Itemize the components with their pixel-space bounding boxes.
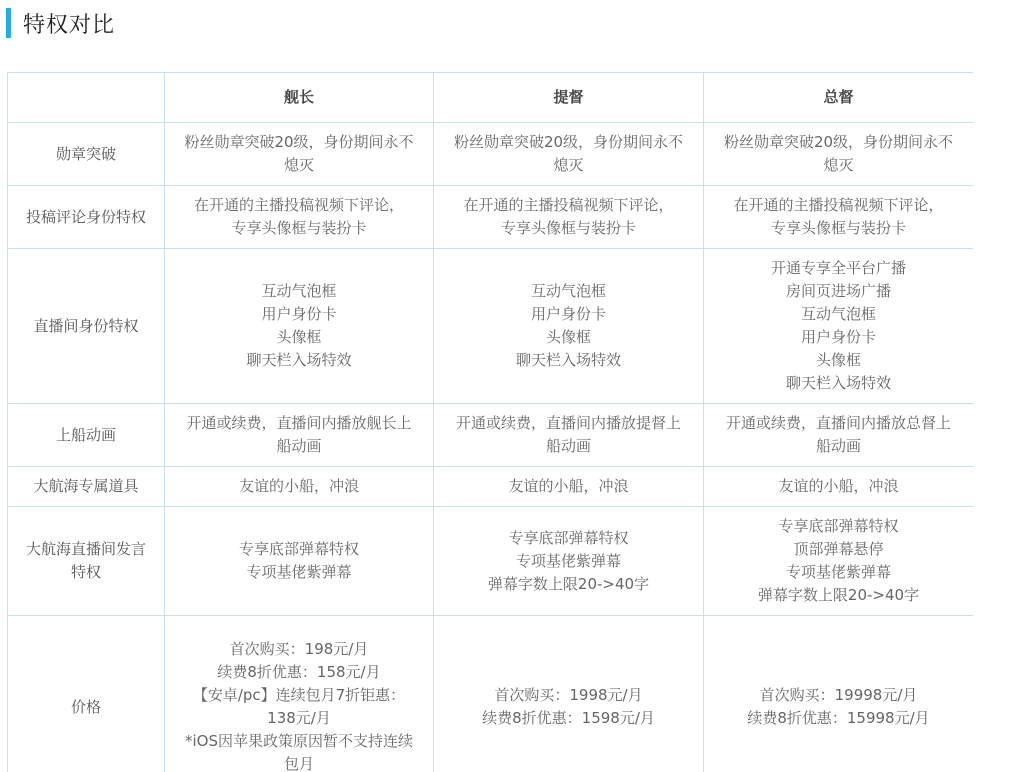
- section-heading: [6, 8, 115, 38]
- cell-admiral: 友谊的小船，冲浪: [434, 467, 704, 507]
- cell-governor: 友谊的小船，冲浪: [704, 467, 974, 507]
- row-label-price: 价格: [8, 616, 165, 772]
- cell-captain: 专享底部弹幕特权 专项基佬紫弹幕: [165, 507, 434, 616]
- cell-admiral: 开通或续费，直播间内播放提督上 船动画: [434, 404, 704, 467]
- cell-captain: 首次购买：198元/月 续费8折优惠：158元/月 【安卓/pc】连续包月7折钜惠： 138元/月 *iOS因苹果政策原因暂不支持连续 包月: [165, 616, 434, 772]
- header-governor: 总督: [704, 73, 974, 123]
- table-row: [8, 507, 974, 616]
- cell-governor: 开通专享全平台广播 房间页进场广播 互动气泡框 用户身份卡 头像框 聊天栏入场特效: [704, 249, 974, 404]
- row-label-live-identity: 直播间身份特权: [8, 249, 165, 404]
- cell-governor: 在开通的主播投稿视频下评论， 专享头像框与装扮卡: [704, 186, 974, 249]
- cell-captain: 粉丝勋章突破20级，身份期间永不 熄灭: [165, 123, 434, 186]
- table-row: [8, 404, 974, 467]
- cell-admiral: 在开通的主播投稿视频下评论， 专享头像框与装扮卡: [434, 186, 704, 249]
- row-label-exclusive-items: 大航海专属道具: [8, 467, 165, 507]
- table-row: [8, 616, 974, 772]
- header-captain: 舰长: [165, 73, 434, 123]
- table-header-row: [8, 73, 974, 123]
- cell-governor: 专享底部弹幕特权 顶部弹幕悬停 专项基佬紫弹幕 弹幕字数上限20->40字: [704, 507, 974, 616]
- row-label-medal: 勋章突破: [8, 123, 165, 186]
- section-title: 特权对比: [23, 8, 115, 39]
- cell-admiral: 专享底部弹幕特权 专项基佬紫弹幕 弹幕字数上限20->40字: [434, 507, 704, 616]
- cell-admiral: 粉丝勋章突破20级，身份期间永不 熄灭: [434, 123, 704, 186]
- cell-governor: 粉丝勋章突破20级，身份期间永不 熄灭: [704, 123, 974, 186]
- cell-captain: 在开通的主播投稿视频下评论， 专享头像框与装扮卡: [165, 186, 434, 249]
- cell-governor: 首次购买：19998元/月 续费8折优惠：15998元/月: [704, 616, 974, 772]
- table-row: [8, 123, 974, 186]
- cell-admiral: 互动气泡框 用户身份卡 头像框 聊天栏入场特效: [434, 249, 704, 404]
- cell-admiral: 首次购买：1998元/月 续费8折优惠：1598元/月: [434, 616, 704, 772]
- table-row: [8, 249, 974, 404]
- heading-accent-bar: [6, 8, 11, 38]
- cell-captain: 友谊的小船，冲浪: [165, 467, 434, 507]
- header-admiral: 提督: [434, 73, 704, 123]
- cell-captain: 开通或续费，直播间内播放舰长上 船动画: [165, 404, 434, 467]
- row-label-boarding-animation: 上船动画: [8, 404, 165, 467]
- table-row: [8, 467, 974, 507]
- header-corner-cell: [8, 73, 165, 123]
- privilege-comparison-table: [7, 72, 973, 772]
- row-label-comment: 投稿评论身份特权: [8, 186, 165, 249]
- cell-captain: 互动气泡框 用户身份卡 头像框 聊天栏入场特效: [165, 249, 434, 404]
- cell-governor: 开通或续费，直播间内播放总督上 船动画: [704, 404, 974, 467]
- row-label-danmaku-privilege: 大航海直播间发言 特权: [8, 507, 165, 616]
- privilege-comparison-table-wrapper: [7, 72, 973, 772]
- table-row: [8, 186, 974, 249]
